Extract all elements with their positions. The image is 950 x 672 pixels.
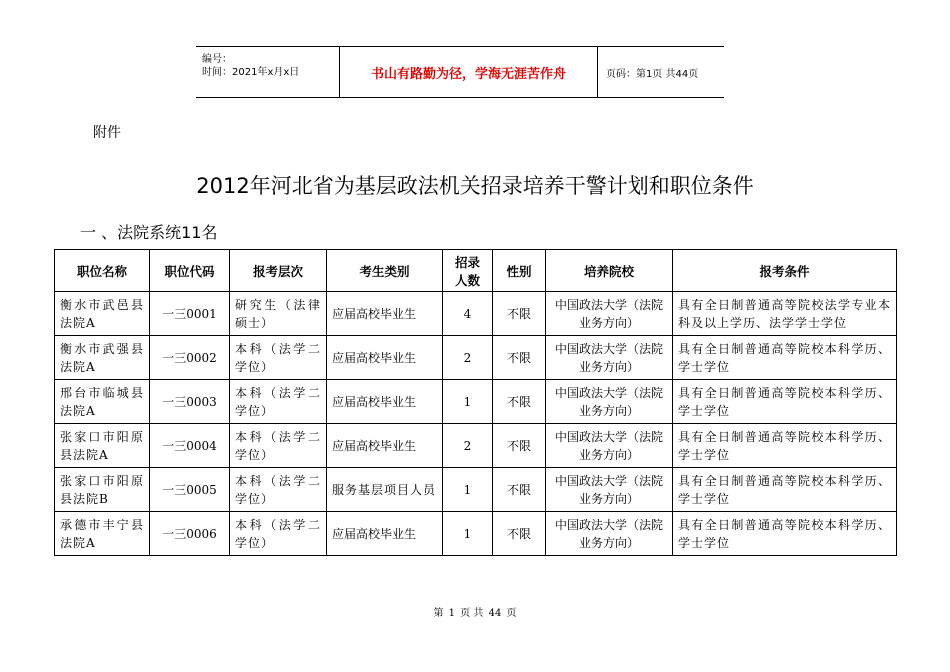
column-header: 考生类别 [327, 250, 443, 292]
table-header-row [55, 250, 897, 292]
annex-label: 附件 [93, 125, 121, 141]
table-row [55, 512, 897, 556]
candidate-type: 应届高校毕业生 [327, 512, 443, 556]
recruit-count: 4 [443, 292, 493, 336]
position-name: 邢台市临城县法院A [55, 380, 150, 424]
column-header: 培养院校 [546, 250, 673, 292]
gender: 不限 [493, 380, 546, 424]
recruit-count: 1 [443, 468, 493, 512]
position-code: 一三0001 [150, 292, 230, 336]
column-header: 职位名称 [55, 250, 150, 292]
position-code: 一三0002 [150, 336, 230, 380]
column-header: 报考层次 [230, 250, 327, 292]
candidate-type: 应届高校毕业生 [327, 424, 443, 468]
position-code: 一三0003 [150, 380, 230, 424]
time-label: 时间：2021年x月x日 [202, 67, 300, 78]
training-school: 中国政法大学（法院业务方向） [546, 336, 673, 380]
footer-page-number: 1 [448, 608, 456, 619]
requirements: 具有全日制普通高等院校本科学历、学士学位 [673, 468, 897, 512]
exam-level: 本科（法学二学位） [230, 380, 327, 424]
position-code: 一三0005 [150, 468, 230, 512]
training-school: 中国政法大学（法院业务方向） [546, 292, 673, 336]
requirements: 具有全日制普通高等院校本科学历、学士学位 [673, 380, 897, 424]
position-name: 衡水市武强县法院A [55, 336, 150, 380]
page-header [196, 46, 724, 98]
footer-mid: 页 共 [460, 608, 484, 619]
training-school: 中国政法大学（法院业务方向） [546, 424, 673, 468]
header-info [196, 47, 340, 97]
recruit-count: 2 [443, 424, 493, 468]
number-label: 编号： [202, 54, 232, 65]
gender: 不限 [493, 336, 546, 380]
column-header: 报考条件 [673, 250, 897, 292]
recruit-count: 1 [443, 380, 493, 424]
footer-prefix: 第 [433, 608, 444, 619]
candidate-type: 服务基层项目人员 [327, 468, 443, 512]
exam-level: 本科（法学二学位） [230, 468, 327, 512]
gender: 不限 [493, 512, 546, 556]
table-row [55, 336, 897, 380]
recruit-count: 1 [443, 512, 493, 556]
table-row [55, 424, 897, 468]
exam-level: 本科（法学二学位） [230, 424, 327, 468]
exam-level: 研究生（法律硕士） [230, 292, 327, 336]
recruit-count: 2 [443, 336, 493, 380]
page-footer [0, 604, 950, 619]
table-row [55, 468, 897, 512]
header-page-code: 页码：第1页 共44页 [606, 68, 699, 80]
training-school: 中国政法大学（法院业务方向） [546, 512, 673, 556]
footer-suffix: 页 [506, 608, 517, 619]
footer-page-total: 44 [488, 608, 502, 619]
column-header: 职位代码 [150, 250, 230, 292]
training-school: 中国政法大学（法院业务方向） [546, 380, 673, 424]
gender: 不限 [493, 292, 546, 336]
training-school: 中国政法大学（法院业务方向） [546, 468, 673, 512]
gender: 不限 [493, 424, 546, 468]
exam-level: 本科（法学二学位） [230, 336, 327, 380]
position-name: 衡水市武邑县法院A [55, 292, 150, 336]
position-name: 张家口市阳原县法院B [55, 468, 150, 512]
gender: 不限 [493, 468, 546, 512]
document-title: 2012年河北省为基层政法机关招录培养干警计划和职位条件 [196, 174, 754, 198]
column-header: 招录人数 [443, 250, 493, 292]
positions-table [54, 249, 897, 556]
requirements: 具有全日制普通高等院校法学专业本科及以上学历、法学学士学位 [673, 292, 897, 336]
column-header: 性别 [493, 250, 546, 292]
candidate-type: 应届高校毕业生 [327, 380, 443, 424]
position-code: 一三0004 [150, 424, 230, 468]
exam-level: 本科（法学二学位） [230, 512, 327, 556]
requirements: 具有全日制普通高等院校本科学历、学士学位 [673, 512, 897, 556]
position-name: 张家口市阳原县法院A [55, 424, 150, 468]
table-row [55, 292, 897, 336]
header-motto: 书山有路勤为径，学海无涯苦作舟 [340, 47, 598, 97]
position-name: 承德市丰宁县法院A [55, 512, 150, 556]
table-row [55, 380, 897, 424]
position-code: 一三0006 [150, 512, 230, 556]
requirements: 具有全日制普通高等院校本科学历、学士学位 [673, 336, 897, 380]
candidate-type: 应届高校毕业生 [327, 336, 443, 380]
section-title: 一 、法院系统11名 [80, 223, 218, 242]
candidate-type: 应届高校毕业生 [327, 292, 443, 336]
requirements: 具有全日制普通高等院校本科学历、学士学位 [673, 424, 897, 468]
